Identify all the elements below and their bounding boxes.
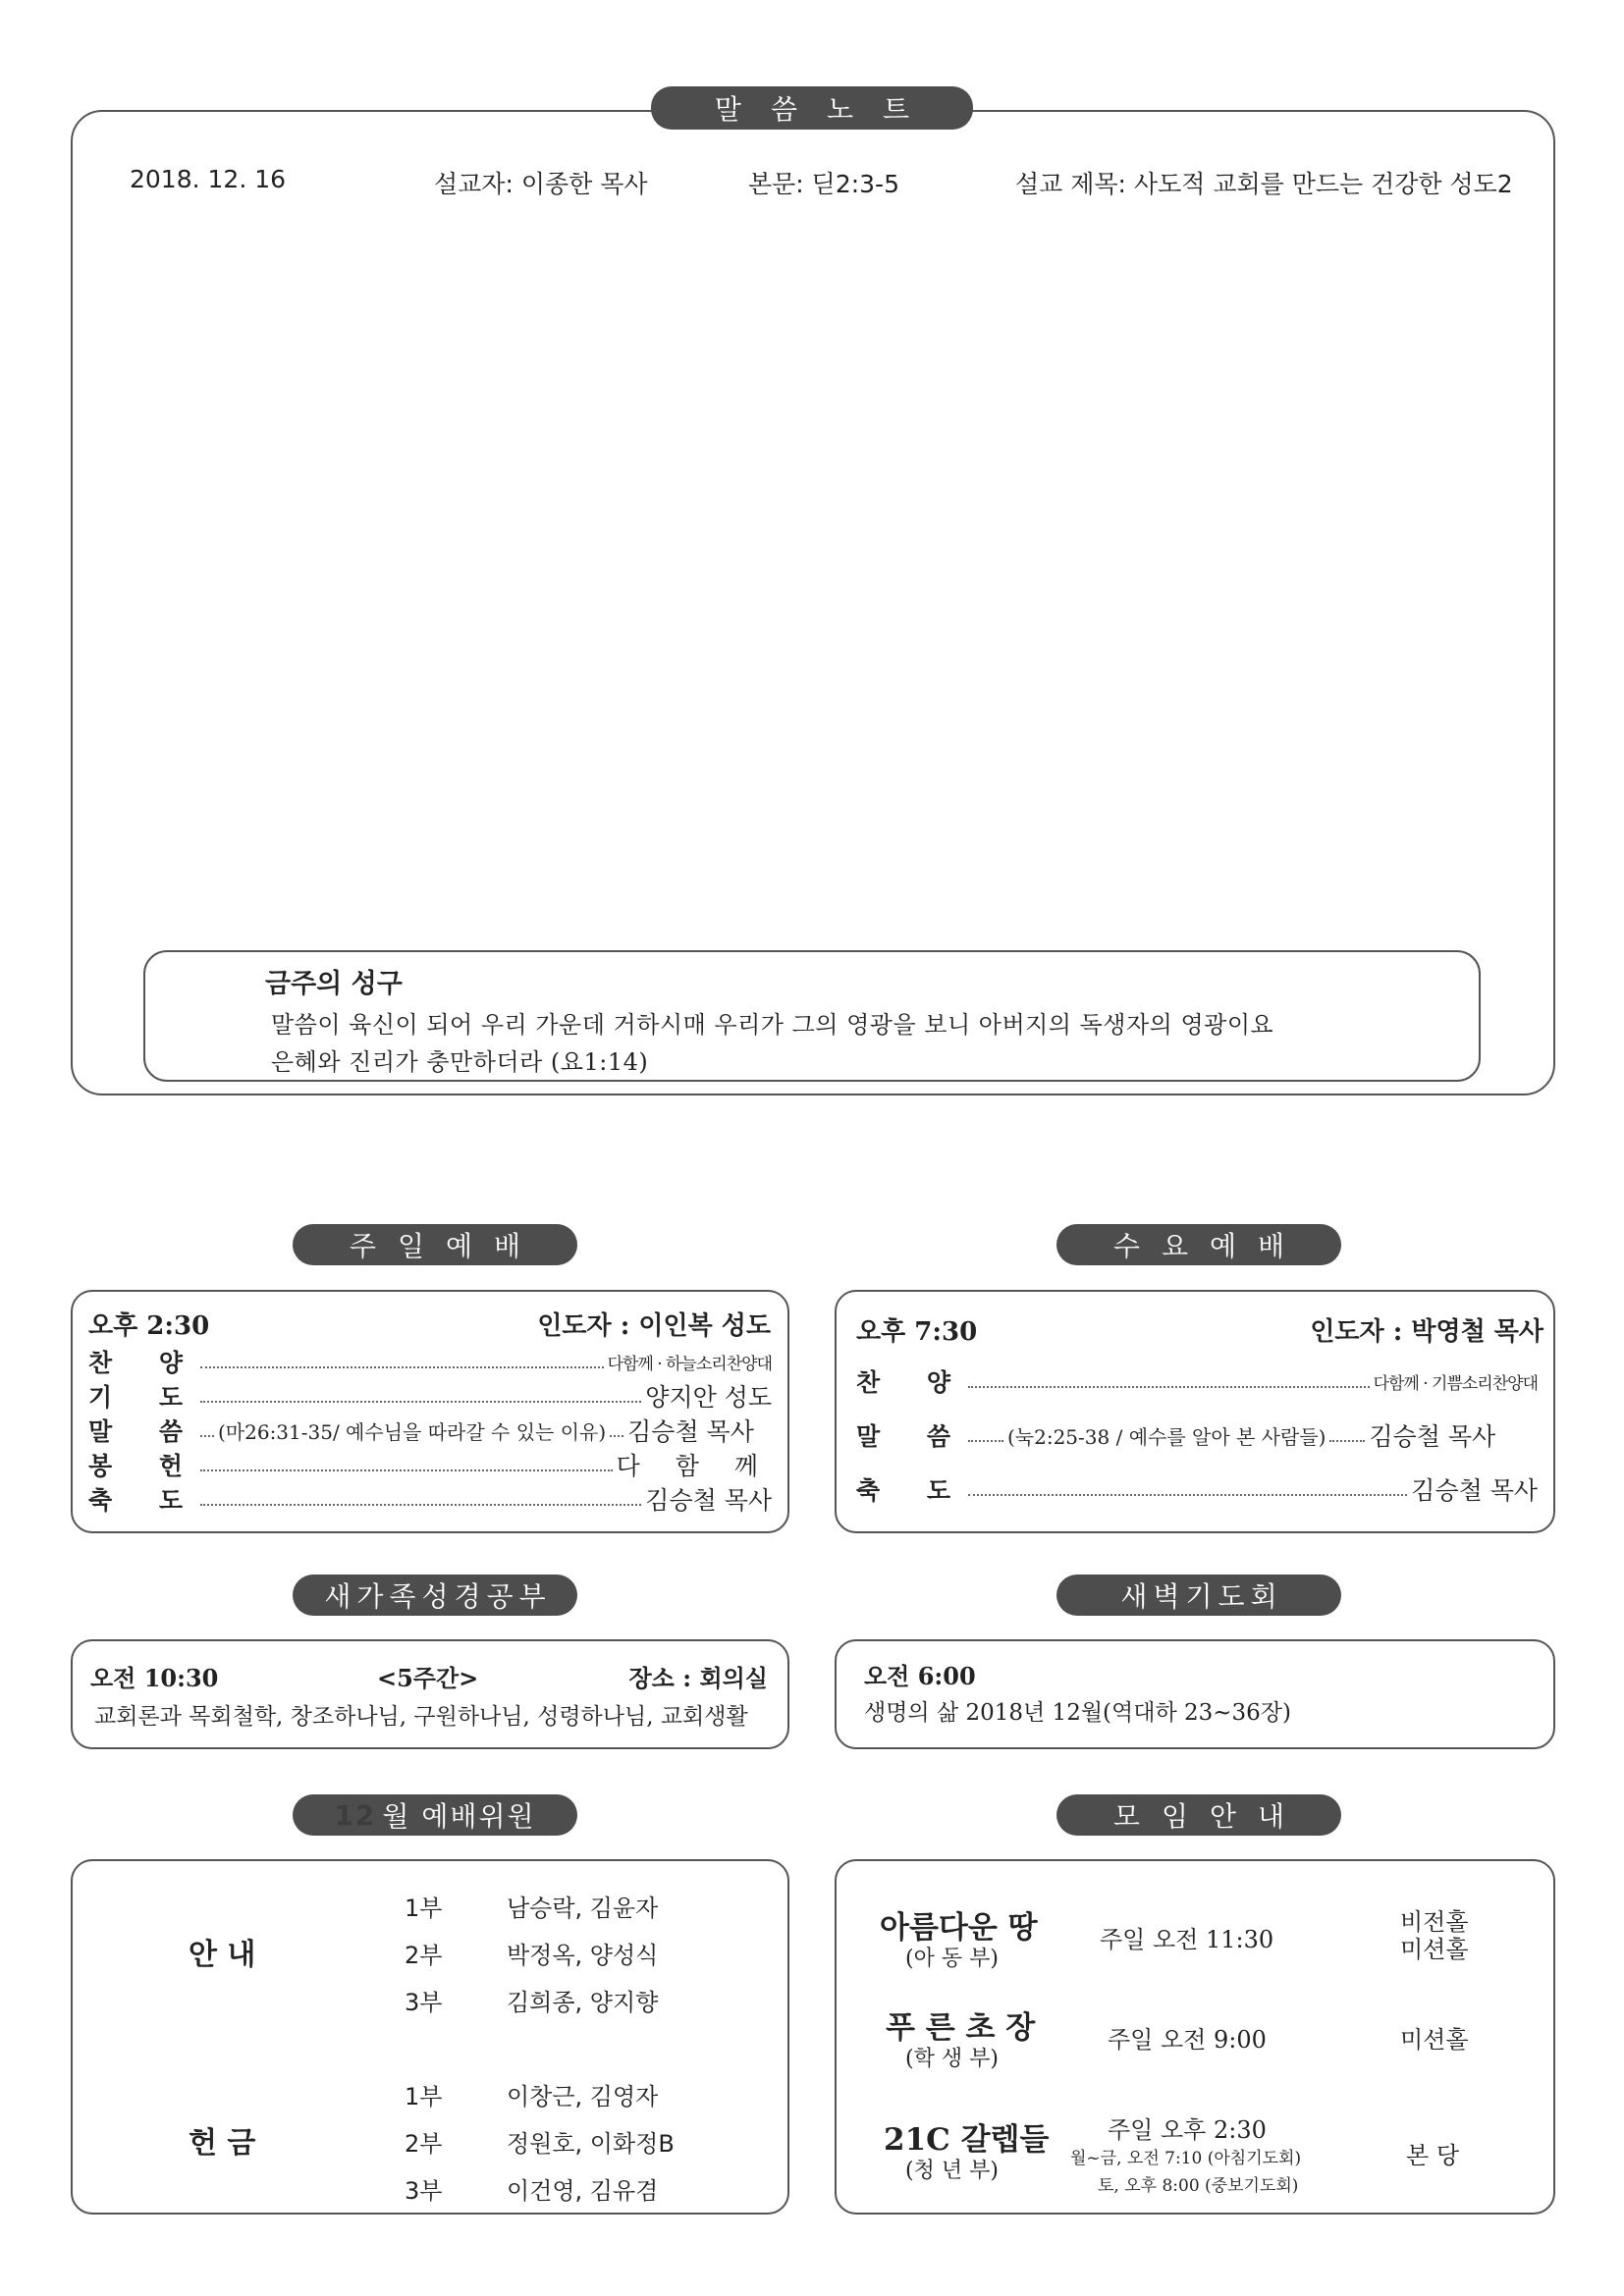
- dawn-prayer-title: 새벽기도회: [1056, 1575, 1341, 1616]
- sunday-row-value: 다 함 께: [616, 1452, 772, 1480]
- wednesday-row-value: 김승철 목사: [1411, 1476, 1538, 1505]
- sunday-row-value: 김승철 목사: [627, 1417, 754, 1446]
- sunday-leader: 인도자 : 이인복 성도: [537, 1311, 771, 1341]
- sunday-row: 찬 양 다함께 · 하늘소리찬양대: [88, 1349, 772, 1377]
- family-study-topics: 교회론과 목회철학, 창조하나님, 구원하나님, 성령하나님, 교회생활: [94, 1704, 748, 1730]
- weekly-verse-title: 금주의 성구: [265, 969, 403, 999]
- wednesday-row: 축 도 김승철 목사: [856, 1472, 1538, 1506]
- committee-part: 2부: [405, 2130, 443, 2158]
- meetings-title: 모임안내: [1056, 1794, 1341, 1836]
- committee-part: 2부: [405, 1942, 443, 1969]
- committee-names: 김희종, 양지향: [507, 1989, 659, 2016]
- meeting-time: 주일 오후 2:30: [1108, 2116, 1267, 2144]
- wednesday-row: 찬 양 다함께 · 기쁨소리찬양대: [856, 1368, 1538, 1397]
- sermon-passage: 본문: 딛2:3-5: [748, 170, 899, 198]
- committee-names: 이창근, 김영자: [507, 2083, 659, 2110]
- wednesday-row-value: 김승철 목사: [1369, 1422, 1496, 1451]
- committee-part: 3부: [405, 1989, 443, 2016]
- sermon-preacher: 설교자: 이종한 목사: [434, 170, 648, 198]
- family-study-box: [71, 1639, 789, 1749]
- dawn-prayer-content: 생명의 삶 2018년 12월(역대하 23~36장): [864, 1700, 1291, 1726]
- meeting-name: 21C 갈렙들: [884, 2122, 1050, 2158]
- weekly-verse-line-2: 은혜와 진리가 충만하더라 (요1:14): [271, 1048, 649, 1076]
- committee-part: 1부: [405, 1895, 443, 1922]
- meeting-place: 비전홀: [1400, 1908, 1469, 1936]
- sunday-row: 봉 헌 다 함 께: [88, 1448, 772, 1481]
- committee-names: 이건영, 김유겸: [507, 2177, 659, 2205]
- meeting-place: 미션홀: [1400, 2026, 1469, 2054]
- sunday-row: 기 도 양지안 성도: [88, 1379, 772, 1413]
- meeting-dept: (청 년 부): [905, 2159, 999, 2183]
- meeting-name: 푸 른 초 장: [886, 2010, 1036, 2046]
- meeting-time: 주일 오전 11:30: [1100, 1926, 1274, 1953]
- committee-guide-label: 안 내: [189, 1938, 256, 1972]
- wednesday-time: 오후 7:30: [856, 1317, 978, 1347]
- dawn-prayer-time: 오전 6:00: [864, 1662, 976, 1690]
- sermon-date: 2018. 12. 16: [130, 165, 287, 193]
- sunday-row-value: 다함께 · 하늘소리찬양대: [607, 1354, 772, 1374]
- wednesday-worship-title: 수요예배: [1056, 1224, 1341, 1265]
- meeting-dept: (학 생 부): [905, 2047, 999, 2071]
- committee-part: 3부: [405, 2177, 443, 2205]
- family-study-title: 새가족성경공부: [293, 1575, 577, 1616]
- meeting-name: 아름다운 땅: [880, 1910, 1038, 1946]
- committee-offering-label: 헌 금: [189, 2126, 256, 2161]
- meeting-sub-schedule: 토, 오후 8:00 (중보기도회): [1098, 2176, 1299, 2196]
- sunday-row: 축 도 김승철 목사: [88, 1482, 772, 1516]
- committee-names: 박정옥, 양성식: [507, 1942, 659, 1969]
- sermon-note-title: 말씀노트: [651, 86, 973, 130]
- wednesday-row: 말 씀 (눅2:25-38 / 예수를 알아 본 사람들) 김승철 목사: [856, 1418, 1538, 1452]
- family-study-place: 장소 : 회의실: [628, 1664, 768, 1692]
- sermon-title: 설교 제목: 사도적 교회를 만드는 건강한 성도2: [1015, 170, 1513, 198]
- sunday-row-value: 양지안 성도: [645, 1383, 772, 1412]
- wednesday-row-value: 다함께 · 기쁨소리찬양대: [1373, 1373, 1538, 1394]
- weekly-verse-line-1: 말씀이 육신이 되어 우리 가운데 거하시매 우리가 그의 영광을 보니 아버지의 독생자의 영광이요: [271, 1011, 1274, 1039]
- sunday-row-value: 김승철 목사: [645, 1486, 772, 1515]
- meeting-place: 본 당: [1406, 2142, 1459, 2169]
- family-study-weeks: <5주간>: [377, 1664, 479, 1692]
- meeting-place: 미션홀: [1400, 1936, 1469, 1963]
- sermon-note-box: [71, 110, 1555, 1095]
- sunday-time: 오후 2:30: [88, 1311, 210, 1341]
- meeting-sub-schedule: 월~금, 오전 7:10 (아침기도회): [1070, 2149, 1302, 2168]
- committee-names: 정원호, 이화정B: [507, 2130, 675, 2158]
- meeting-time: 주일 오전 9:00: [1108, 2026, 1267, 2054]
- sunday-worship-title: 주일예배: [293, 1224, 577, 1265]
- meeting-dept: (아 동 부): [905, 1947, 999, 1971]
- wednesday-leader: 인도자 : 박영철 목사: [1310, 1317, 1543, 1347]
- sunday-row: 말 씀 (마26:31-35/ 예수님을 따라갈 수 있는 이유) 김승철 목사: [88, 1414, 772, 1447]
- family-study-time: 오전 10:30: [90, 1664, 219, 1692]
- committee-names: 남승락, 김윤자: [507, 1895, 659, 1922]
- committee-part: 1부: [405, 2083, 443, 2110]
- committee-title: 12 월 예배위원: [293, 1794, 577, 1836]
